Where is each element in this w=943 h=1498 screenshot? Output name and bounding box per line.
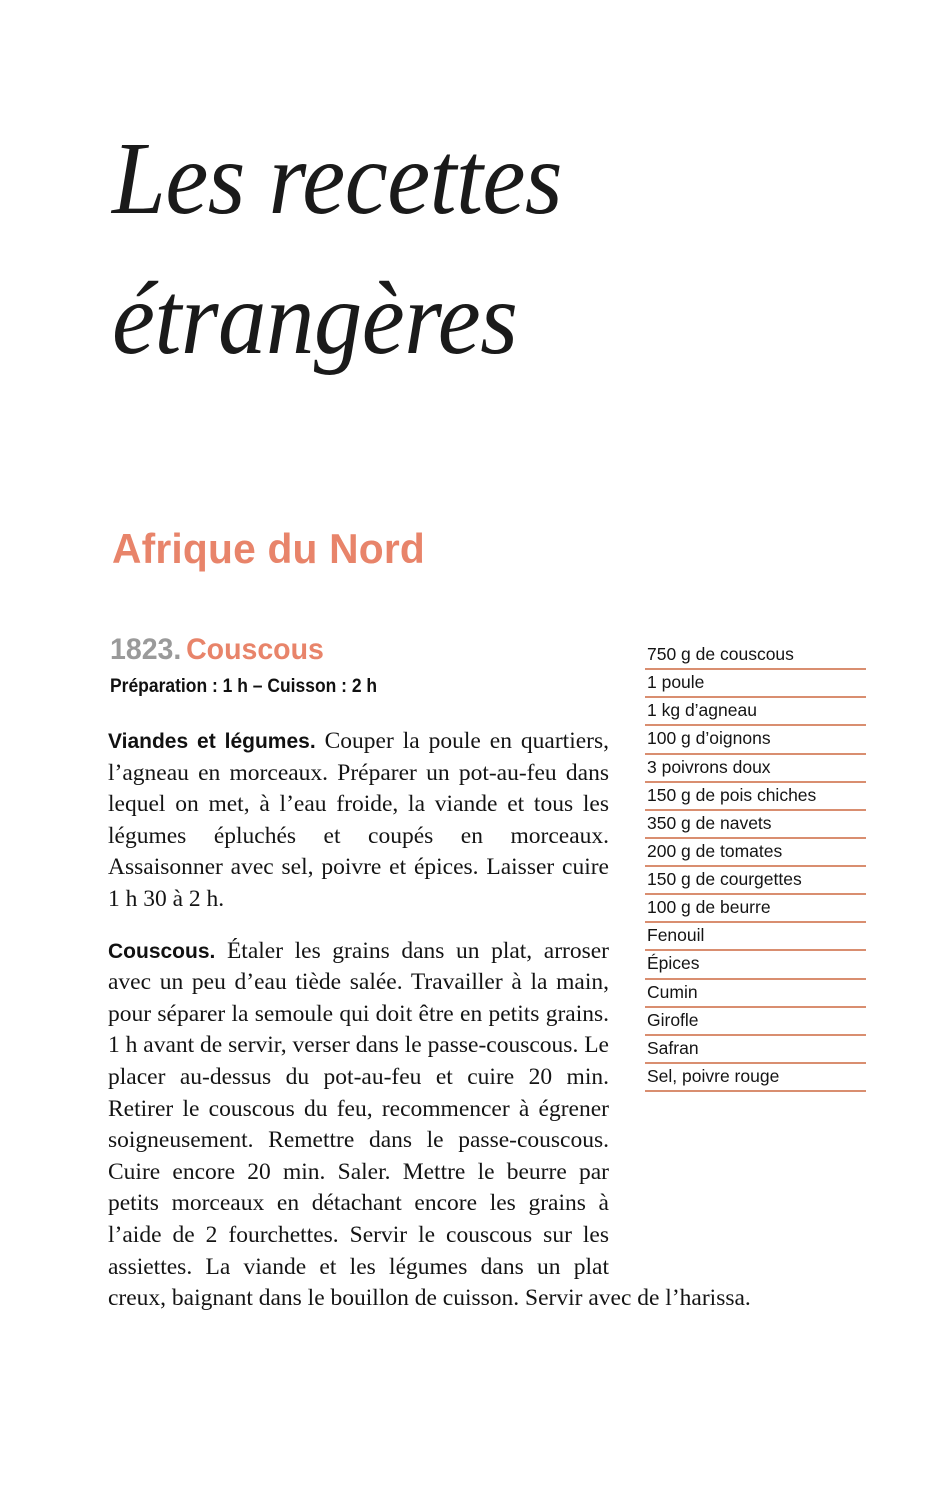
- ingredient-item: 200 g de tomates: [645, 839, 866, 867]
- recipe-number: 1823.: [110, 633, 182, 666]
- ingredient-item: 100 g d’oignons: [645, 726, 866, 754]
- ingredient-cutout: [609, 726, 841, 1253]
- ingredient-item: Girofle: [645, 1008, 866, 1036]
- page-title-line-1: Les recettes: [112, 121, 563, 236]
- ingredient-item: 1 kg d’agneau: [645, 698, 866, 726]
- recipe-times: Préparation : 1 h – Cuisson : 2 h: [110, 676, 378, 697]
- ingredient-item: 150 g de courgettes: [645, 867, 866, 895]
- ingredient-item: 1 poule: [645, 670, 866, 698]
- step-lead: Couscous.: [108, 939, 216, 963]
- ingredient-item: 750 g de couscous: [645, 642, 866, 670]
- ingredient-item: 150 g de pois chiches: [645, 783, 866, 811]
- ingredient-item: Safran: [645, 1036, 866, 1064]
- page-title-line-2: étrangères: [112, 260, 518, 376]
- ingredient-item: 3 poivrons doux: [645, 755, 866, 783]
- step-lead: Viandes et légumes.: [108, 730, 316, 753]
- region-heading: Afrique du Nord: [112, 525, 425, 572]
- page-title: [112, 121, 812, 376]
- ingredient-item: 100 g de beurre: [645, 895, 866, 923]
- ingredient-item: Cumin: [645, 980, 866, 1008]
- ingredient-item: 350 g de navets: [645, 811, 866, 839]
- ingredient-item: Fenouil: [645, 923, 866, 951]
- recipe-name: Couscous: [186, 633, 324, 666]
- recipe-header: [110, 634, 324, 666]
- recipe-body: [108, 726, 841, 1315]
- ingredient-item: Sel, poivre rouge: [645, 1064, 866, 1092]
- step-text: Étaler les grains dans un plat, arroser avec un peu d’eau tiède salée. Travailler à la main, pour séparer la semoule qui doit être en petits grains. 1 h avant de servir, verser dans le passe-couscous. Le placer au-dessus du pot-au-feu et cuire 20 min. Retirer le couscous du feu, recommencer à égrener soigneusement. Remettre dans le passe-couscous. Cuire encore 20 min. Saler. Mettre le beurre par petits morceaux en détachant encore les grains à l’aide de 2 fourchettes. Servir le couscous sur les assiettes. La viande et les légumes dans un plat creux, baignant dans le bouillon de cuisson. Servir avec de l’harissa.: [108, 937, 751, 1312]
- step-text: Couper la poule en quartiers, l’agneau en morceaux. Préparer un pot-au-feu dans lequel on met, à l’eau froide, la viande et tous les légumes épluchés et coupés en morceaux. Assaisonner avec sel, poivre et épices. Laisser cuire 1 h 30 à 2 h.: [108, 728, 610, 912]
- ingredient-item: Épices: [645, 951, 866, 979]
